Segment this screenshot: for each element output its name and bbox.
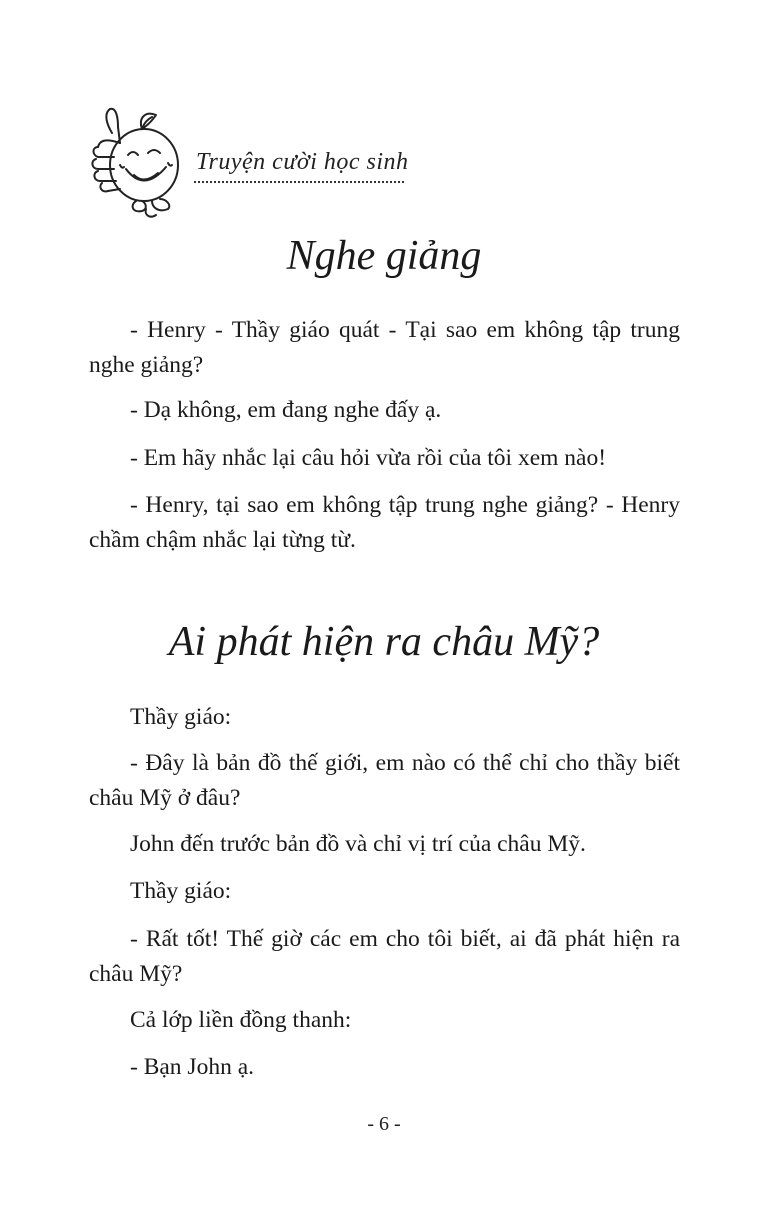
- story-paragraph: Cả lớp liền đồng thanh:: [130, 1007, 352, 1033]
- story-paragraph: Thầy giáo:: [130, 878, 232, 904]
- story-paragraph: - Em hãy nhắc lại câu hỏi vừa rồi của tôi xem nào!: [130, 445, 607, 471]
- page-number: - 6 -: [367, 1113, 401, 1135]
- story-paragraph: - Đây là bản đồ thế giới, em nào có thể chỉ cho thầy biết châu Mỹ ở đâu?: [89, 750, 680, 811]
- dotted-underline: [194, 181, 404, 183]
- story-paragraph: - Dạ không, em đang nghe đấy ạ.: [130, 397, 442, 423]
- story-paragraph: - Rất tốt! Thế giờ các em cho tôi biết, ai đã phát hiện ra châu Mỹ?: [89, 926, 680, 987]
- story-paragraph: John đến trước bản đồ và chỉ vị trí của châu Mỹ.: [130, 831, 586, 857]
- story-paragraph: - Henry - Thầy giáo quát - Tại sao em không tập trung nghe giảng?: [89, 317, 680, 378]
- story-paragraph: Thầy giáo:: [130, 704, 232, 730]
- story-paragraph: - Bạn John ạ.: [130, 1054, 255, 1080]
- story-paragraph: - Henry, tại sao em không tập trung nghe giảng? - Henry chầm chậm nhắc lại từng từ.: [89, 492, 680, 553]
- series-title: Truyện cười học sinh: [196, 149, 409, 175]
- story-title: Ai phát hiện ra châu Mỹ?: [168, 619, 600, 665]
- thumbs-up-smiley-mascot-icon: [86, 103, 198, 221]
- page-header: [86, 103, 416, 221]
- story-title: Nghe giảng: [286, 233, 482, 279]
